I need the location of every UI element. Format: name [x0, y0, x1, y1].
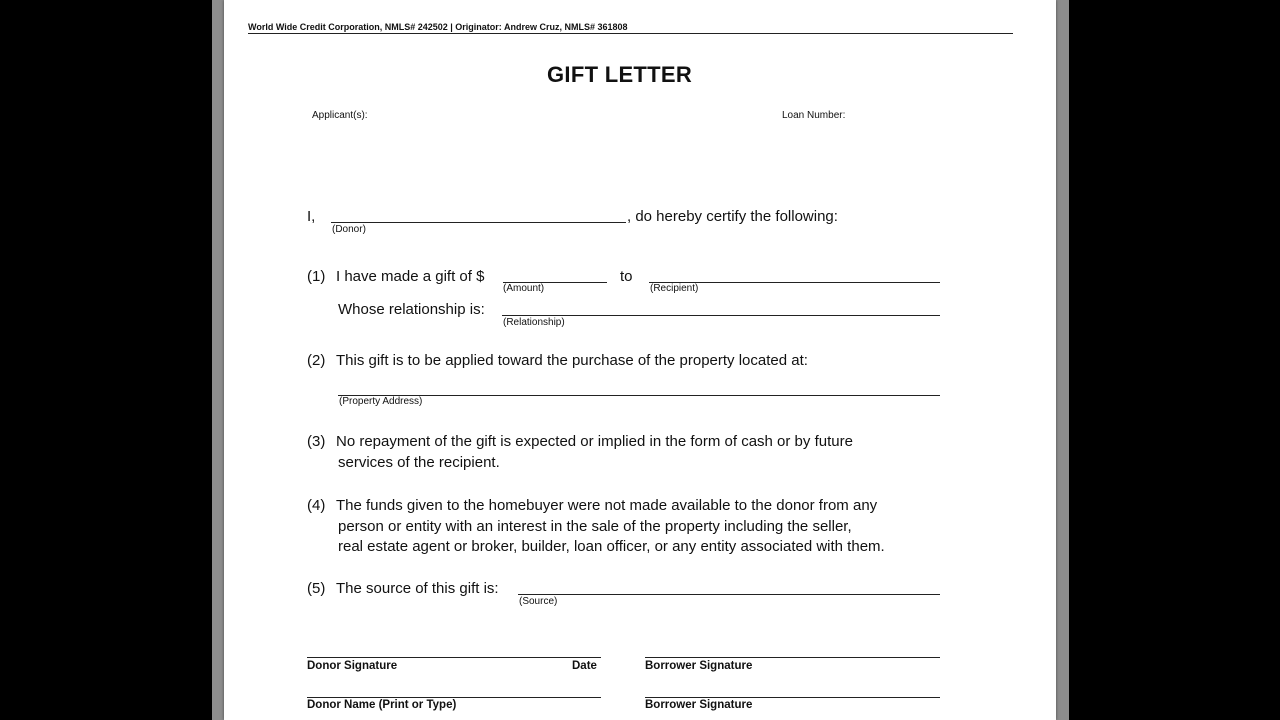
item-4-line-2: person or entity with an interest in the sale of the property including the seller,	[338, 518, 852, 535]
item-4-line-1: The funds given to the homebuyer were not made available to the donor from any	[336, 497, 878, 514]
amount-caption: (Amount)	[503, 283, 545, 294]
page-title: GIFT LETTER	[547, 62, 693, 87]
relationship-blank[interactable]	[502, 315, 940, 316]
relationship-label: Whose relationship is:	[338, 301, 485, 318]
relationship-caption: (Relationship)	[503, 317, 565, 328]
recipient-caption: (Recipient)	[650, 283, 699, 294]
donor-name-label: Donor Name (Print or Type)	[307, 699, 457, 711]
item-3-line-2: services of the recipient.	[338, 454, 500, 471]
borrower-signature-line-1[interactable]	[645, 657, 940, 658]
item-3-number: (3)	[307, 433, 326, 450]
item-5-number: (5)	[307, 580, 326, 597]
borrower-signature-label-1: Borrower Signature	[645, 660, 753, 672]
borrower-signature-label-2: Borrower Signature	[645, 699, 753, 711]
donor-caption: (Donor)	[332, 224, 366, 235]
date-label: Date	[572, 660, 597, 672]
item-1-text: I have made a gift of $	[336, 268, 485, 285]
item-3-line-1: No repayment of the gift is expected or implied in the form of cash or by future	[336, 433, 853, 450]
address-caption: (Property Address)	[339, 396, 423, 407]
document-page[interactable]	[224, 0, 1056, 720]
loan-number-label: Loan Number:	[782, 110, 846, 121]
donor-signature-label: Donor Signature	[307, 660, 398, 672]
item-4-line-3: real estate agent or broker, builder, loan officer, or any entity associated with them.	[338, 538, 885, 555]
applicants-label: Applicant(s):	[312, 110, 368, 121]
source-blank[interactable]	[518, 594, 940, 595]
source-caption: (Source)	[519, 596, 558, 607]
borrower-signature-line-2[interactable]	[645, 697, 940, 698]
certify-suffix: , do hereby certify the following:	[627, 208, 838, 225]
header-rule	[248, 33, 1013, 34]
item-4-number: (4)	[307, 497, 326, 514]
donor-signature-line[interactable]	[307, 657, 601, 658]
address-blank[interactable]	[338, 395, 940, 396]
donor-name-line[interactable]	[307, 697, 601, 698]
certify-prefix: I,	[307, 208, 316, 225]
item-2-text: This gift is to be applied toward the purchase of the property located at:	[336, 352, 808, 369]
item-1-number: (1)	[307, 268, 326, 285]
item-2-number: (2)	[307, 352, 326, 369]
letterhead: World Wide Credit Corporation, NMLS# 242502 | Originator: Andrew Cruz, NMLS# 361808	[248, 22, 628, 32]
item-5-text: The source of this gift is:	[336, 580, 499, 597]
donor-blank[interactable]	[331, 222, 626, 223]
item-1-to: to	[620, 268, 633, 285]
